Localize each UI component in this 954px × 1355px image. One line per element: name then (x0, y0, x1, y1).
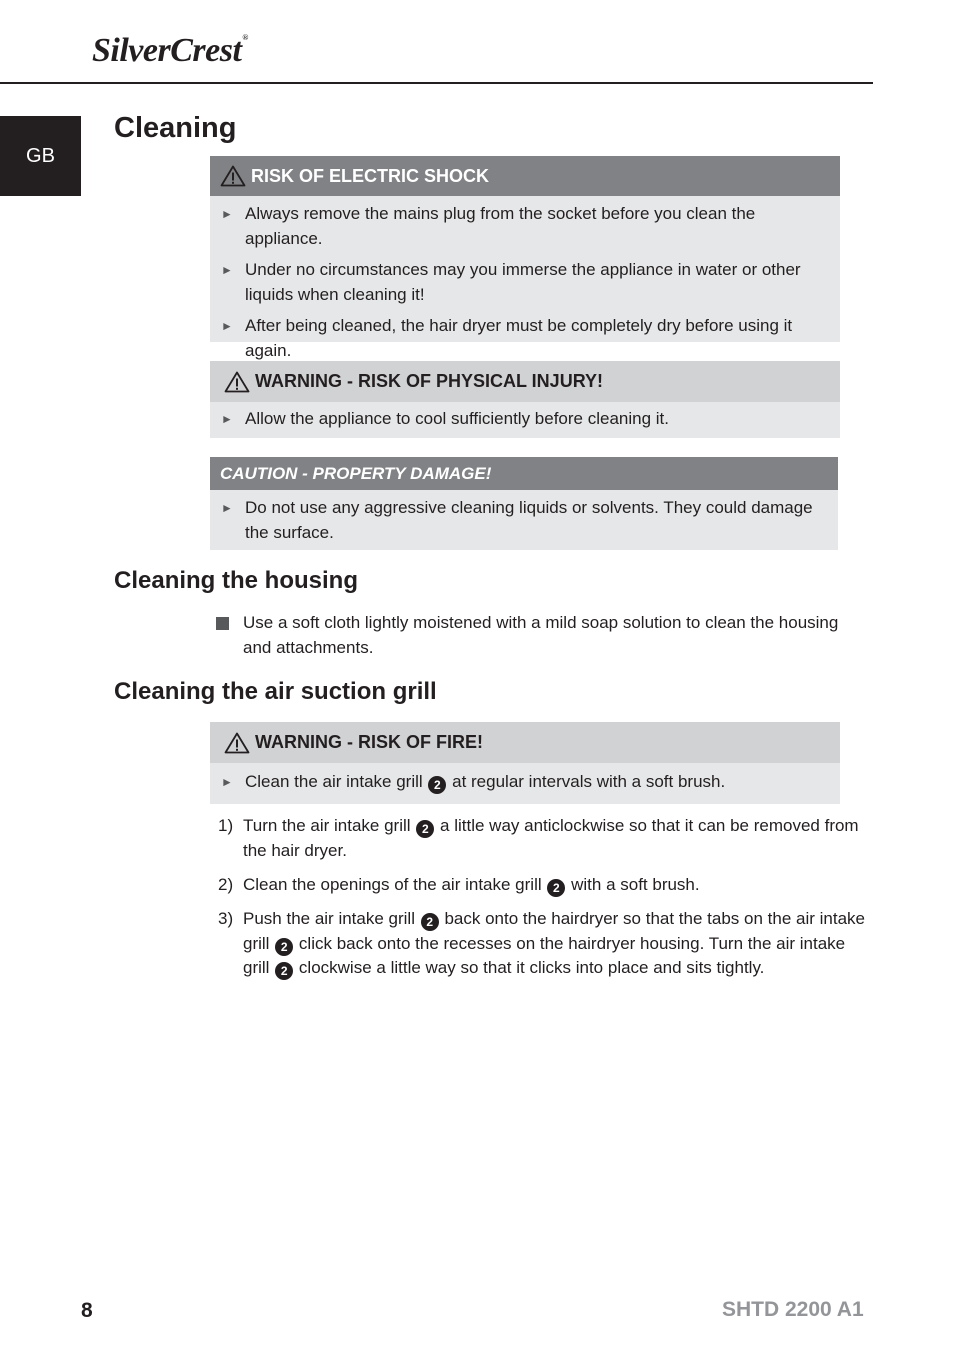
step-item: 1) Turn the air intake grill 2 a little way anticlockwise so that it can be removed from the hair dryer. (218, 816, 859, 860)
list-item: ► Always remove the mains plug from the socket before you clean the appliance. (221, 204, 756, 248)
electric-shock-box (210, 156, 840, 360)
physical-injury-header (210, 361, 840, 402)
grill-title: Cleaning the air suction grill (114, 678, 437, 705)
housing-title: Cleaning the housing (114, 567, 358, 594)
fire-warning-title: WARNING - RISK OF FIRE! (255, 732, 483, 752)
part-number-badge: 2 (428, 776, 446, 794)
fire-warning-box (210, 722, 840, 804)
list-item: ► After being cleaned, the hair dryer must be completely dry before using it again. (221, 316, 793, 360)
square-bullet-icon (216, 617, 229, 630)
arrow-bullet-icon: ► (221, 263, 233, 277)
arrow-bullet-icon: ► (221, 207, 233, 221)
arrow-bullet-icon: ► (221, 501, 233, 515)
part-number-badge: 2 (275, 938, 293, 956)
physical-injury-title: WARNING - RISK OF PHYSICAL INJURY! (255, 371, 604, 391)
arrow-bullet-icon: ► (221, 412, 233, 426)
electric-shock-header (210, 156, 840, 196)
step-item: 2) Clean the openings of the air intake grill 2 with a soft brush. (216, 873, 869, 898)
fire-warning-header (210, 722, 840, 763)
caution-box (210, 457, 838, 550)
list-item: ► Under no circumstances may you immerse the appliance in water or other liquids when cleaning it! (221, 260, 801, 304)
step-number: 1) (218, 816, 234, 835)
list-item: Use a soft cloth lightly moistened with a mild soap solution to clean the housing and attachments. (216, 611, 867, 660)
warning-triangle-icon (224, 371, 250, 393)
caution-title: CAUTION - PROPERTY DAMAGE! (220, 463, 492, 483)
brand-logo: SilverCrest® (92, 32, 248, 69)
step-item: 3) Push the air intake grill 2 back onto the hairdryer so that the tabs on the air intake grill 2 click back onto the recesses on the hairdryer housing. Turn the air intake grill 2 clockwise a little way so that it clicks into place and sits tightly. (218, 909, 865, 978)
page-number: 8 (81, 1299, 93, 1322)
step-number: 2) (218, 875, 234, 894)
caution-header (210, 457, 838, 490)
step-number: 3) (218, 909, 234, 928)
warning-triangle-icon (220, 165, 246, 187)
part-number-badge: 2 (416, 820, 434, 838)
part-number-badge: 2 (421, 913, 439, 931)
section-title: Cleaning (114, 112, 237, 144)
electric-shock-title: RISK OF ELECTRIC SHOCK (251, 165, 490, 186)
arrow-bullet-icon: ► (221, 775, 233, 789)
header-rule (0, 82, 873, 84)
model-number: SHTD 2200 A1 (722, 1298, 864, 1321)
physical-injury-box (210, 361, 840, 438)
list-item: ► Do not use any aggressive cleaning liquids or solvents. They could damage the surface. (221, 498, 813, 542)
warning-triangle-icon (224, 732, 250, 754)
arrow-bullet-icon: ► (221, 319, 233, 333)
language-tab: GB (0, 116, 81, 196)
part-number-badge: 2 (275, 962, 293, 980)
list-item: ► Allow the appliance to cool sufficiently before cleaning it. (210, 407, 840, 432)
part-number-badge: 2 (547, 879, 565, 897)
list-item: ► Clean the air intake grill 2 at regular intervals with a soft brush. (210, 770, 840, 795)
